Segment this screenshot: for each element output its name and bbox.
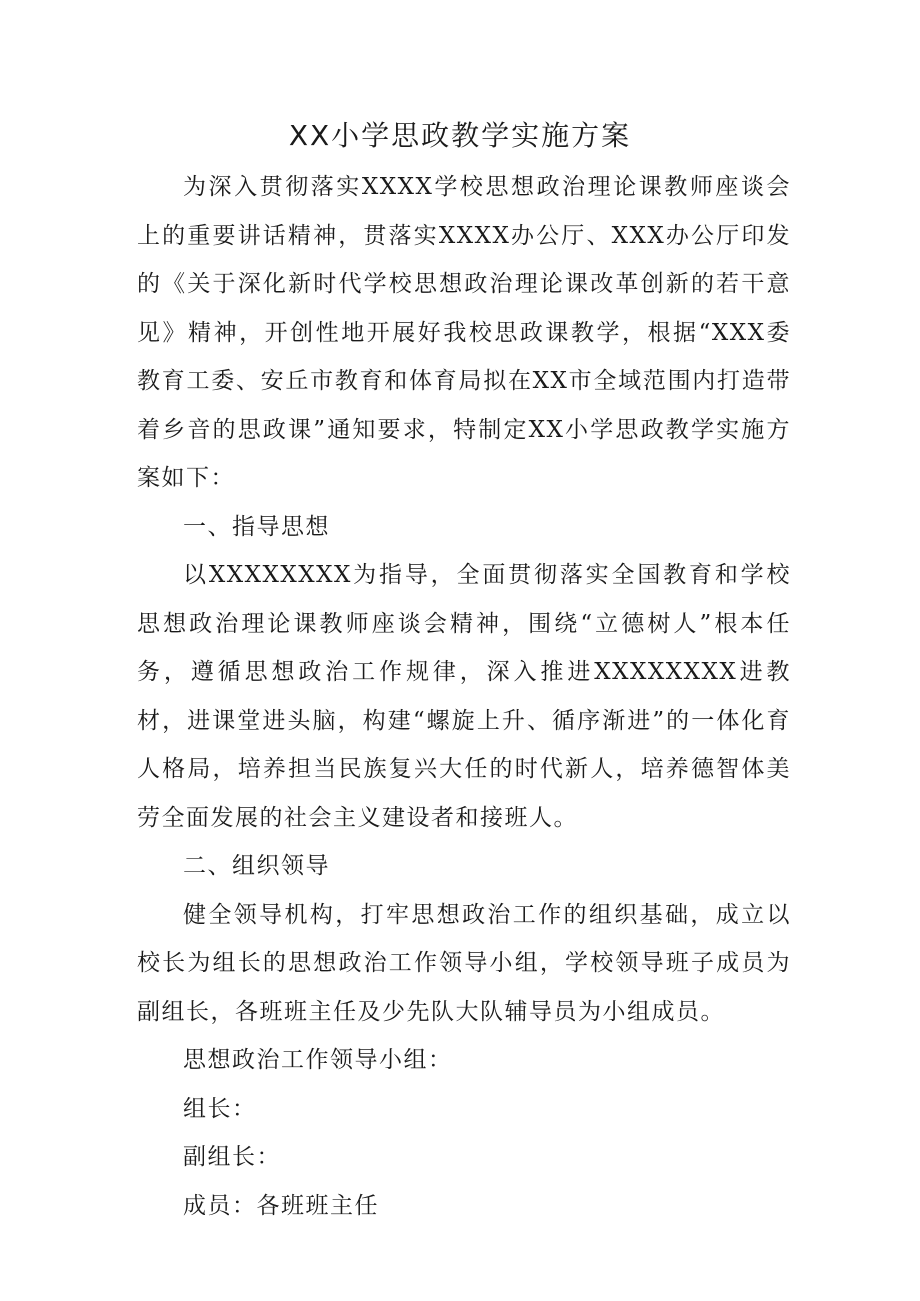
section-heading-guiding-ideology: 一、指导思想 bbox=[183, 513, 330, 540]
document-body bbox=[137, 163, 791, 1230]
section-heading-organization: 二、组织领导 bbox=[183, 853, 330, 879]
group-leader-line: 组长： bbox=[183, 1095, 257, 1122]
guiding-ideology-paragraph: 以XXXXXXXX为指导，全面贯彻落实全国教育和学校思想政治理论课教师座谈会精神，围绕“立德树人”根本任务，遵循思想政治工作规律，深入推进XXXXXXXX进教材，进课堂进头脑，构建“螺旋上升、循序渐进”的一体化育人格局，培养担当民族复兴大任的时代新人，培养德智体美劳全面发展的社会主义建设者和接班人。 bbox=[137, 562, 791, 831]
organization-paragraph: 健全领导机构，打牢思想政治工作的组织基础，成立以校长为组长的思想政治工作领导小组，学校领导班子成员为副组长，各班班主任及少先队大队辅导员为小组成员。 bbox=[137, 901, 791, 1025]
members-line: 成员：各班班主任 bbox=[183, 1192, 379, 1219]
document-title: XX小学思政教学实施方案 bbox=[288, 119, 632, 152]
leadership-group-label: 思想政治工作领导小组： bbox=[183, 1047, 453, 1073]
intro-paragraph: 为深入贯彻落实XXXX学校思想政治理论课教师座谈会上的重要讲话精神，贯落实XXXX办公厅、XXX办公厅印发的《关于深化新时代学校思想政治理论课改革创新的若干意见》精神，开创性地开展好我校思政课教学，根据“XXX委教育工委、安丘市教育和体育局拟在XX市全域范围内打造带着乡音的思政课”通知要求，特制定XX小学思政教学实施方案如下： bbox=[137, 174, 791, 491]
deputy-leader-line: 副组长： bbox=[183, 1144, 281, 1170]
